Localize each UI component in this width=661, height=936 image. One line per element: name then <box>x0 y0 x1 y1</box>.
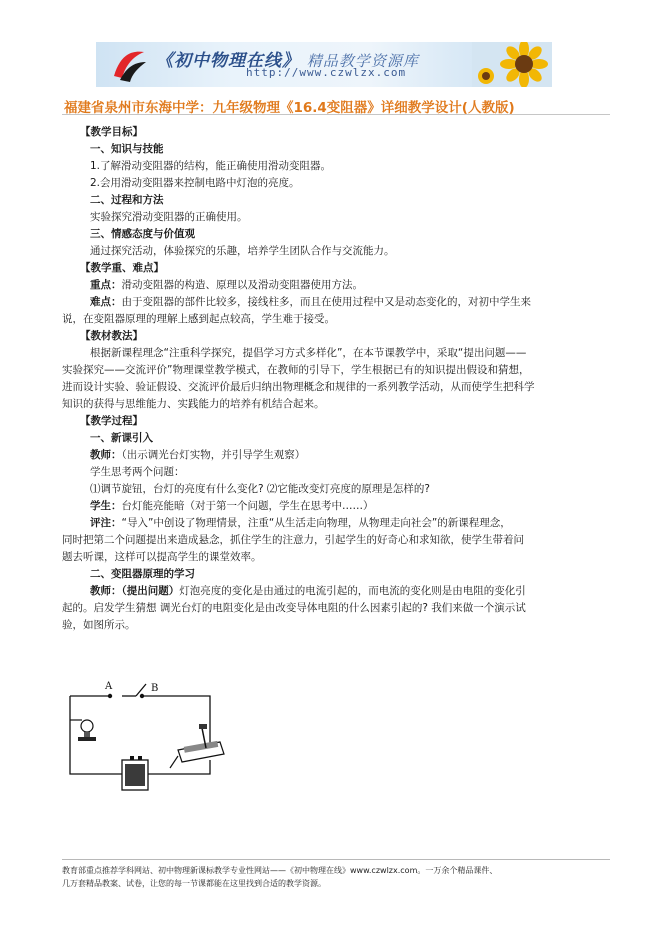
circuit-diagram <box>60 676 230 804</box>
comment-line-3: 题去听课，这样可以提高学生的课堂效率。 <box>62 551 262 563</box>
terminal-b <box>140 694 144 698</box>
method-line-2: 实验探究——交流评价”物理课堂教学模式，在教师的引导下，学生根据已有的知识提出假设和猜想， <box>62 364 530 376</box>
comment-line-2: 同时把第二个问题提出来造成悬念，抓住学生的注意力，引起学生的好奇心和求知欲，使学生带着问 <box>62 534 524 546</box>
method-heading: 【教材教法】 <box>80 330 143 342</box>
page-footer <box>62 859 610 890</box>
process-heading: 二、过程和方法 <box>90 194 164 206</box>
header-banner <box>96 42 552 87</box>
intro-heading: 一、新课引入 <box>90 432 153 444</box>
knowledge-heading: 一、知识与技能 <box>90 143 164 155</box>
knowledge-item-1: 1.了解滑动变阻器的结构，能正确使用滑动变阻器。 <box>90 160 332 172</box>
site-logo-icon <box>110 46 148 84</box>
method-line-4: 知识的获得与思维能力、实践能力的培养有机结合起来。 <box>62 398 325 410</box>
key-point-line: 重点：滑动变阻器的构造、原理以及滑动变阻器使用方法。 <box>90 279 363 291</box>
difficult-point-line-2: 说，在变阻器原理的理解上感到起点较高，学生难于接受。 <box>62 313 335 325</box>
key-points-heading: 【教学重、难点】 <box>80 262 164 274</box>
rheostat-icon <box>170 724 224 768</box>
process-main-heading: 【教学过程】 <box>80 415 143 427</box>
process-item-1: 实验探究滑动变阻器的正确使用。 <box>90 211 248 223</box>
method-line-1: 根据新课程理念“注重科学探究，提倡学习方式多样化”，在本节课教学中，采取“提出问题—— <box>90 347 527 359</box>
lamp-icon <box>70 720 96 741</box>
method-line-3: 进而设计实验、验证假设、交流评价最后归纳出物理概念和规律的一系列教学活动，从而使学生把科学 <box>62 381 535 393</box>
student-line: 学生：台灯能亮能暗（对于第一个问题，学生在思考中……） <box>90 500 374 512</box>
difficult-point-line-1: 难点：由于变阻器的部件比较多，接线柱多，而且在使用过程中又是动态变化的，对初中学生来 <box>90 296 531 308</box>
emotion-heading: 三、情感态度与价值观 <box>90 228 195 240</box>
terminal-a <box>108 694 112 698</box>
teacher2-line-3: 验，如图所示。 <box>62 619 136 631</box>
comment-line-1: 评注：“导入”中创设了物理情景，注重“从生活走向物理，从物理走向社会”的新课程理念， <box>90 517 511 529</box>
footer-line-1: 教育部重点推荐学科网站、初中物理新课标教学专业性网站——《初中物理在线》www.czwlzx.com。一万余个精品课件、 <box>62 866 498 875</box>
teacher-line: 教师：（出示调光台灯实物，并引导学生观察） <box>90 449 306 461</box>
teacher2-line-1: 教师：（提出问题）灯泡亮度的变化是由通过的电流引起的，而电流的变化则是由电阻的变化引 <box>90 585 526 597</box>
teacher2-line-2: 起的。启发学生猜想 调光台灯的电阻变化是由改变导体电阻的什么因素引起的? 我们来做一个演示试 <box>62 602 526 614</box>
goals-heading: 【教学目标】 <box>80 126 143 138</box>
knowledge-item-2: 2.会用滑动变阻器来控制电路中灯泡的亮度。 <box>90 177 300 189</box>
footer-line-2: 几万套精品教案、试卷，让您的每一节课都能在这里找到合适的教学资源。 <box>62 879 326 888</box>
title-divider <box>62 114 610 115</box>
principle-heading: 二、变阻器原理的学习 <box>90 568 195 580</box>
sunflower-image <box>472 42 552 87</box>
questions-line: ⑴调节旋钮，台灯的亮度有什么变化? ⑵它能改变灯亮度的原理是怎样的? <box>90 483 430 495</box>
emotion-item-1: 通过探究活动，体验探究的乐趣，培养学生团队合作与交流能力。 <box>90 245 395 257</box>
site-tagline: 精品教学资源库 <box>306 52 419 70</box>
site-url[interactable]: http://www.czwlzx.com <box>246 66 407 79</box>
label-b: B <box>151 683 159 694</box>
site-name: 《初中物理在线》 精品教学资源库 <box>156 51 419 71</box>
battery-icon <box>122 756 148 790</box>
label-a: A <box>105 681 113 692</box>
document-title: 福建省泉州市东海中学：九年级物理《16.4变阻器》详细教学设计(人教版) <box>64 100 515 116</box>
students-think-line: 学生思考两个问题： <box>90 466 185 478</box>
